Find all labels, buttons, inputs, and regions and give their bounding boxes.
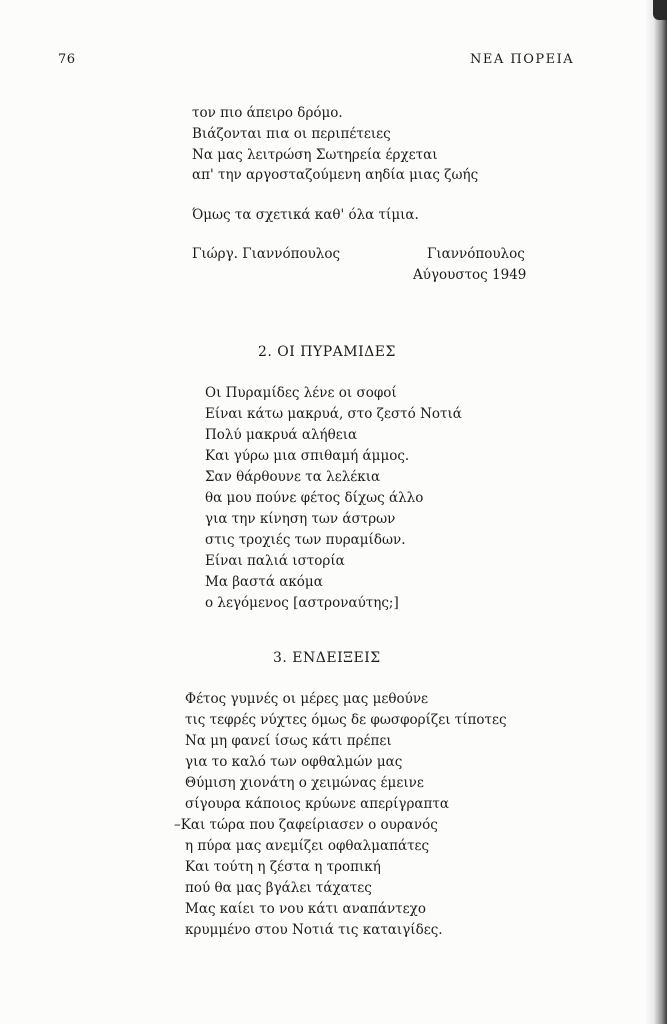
running-title: ΝΕΑ ΠΟΡΕΙΑ [470, 52, 575, 67]
poem-2-line: Είναι παλιά ιστορία [205, 553, 345, 569]
poem-1-line: απ' την αργοσταζούμενη αηδία μιας ζωής [192, 167, 479, 183]
poem-3-line: Και τούτη η ζέστα η τροπική [185, 859, 381, 875]
poem-1-line: τον πιο άπειρο δρόμο. [192, 105, 343, 121]
poem-3-title: 3. ΕΝΔΕΙΞΕΙΣ [273, 650, 381, 666]
poem-3-line: τις τεφρές νύχτες όμως δε φωσφορίζει τίποτες [185, 712, 507, 728]
poem-2-line: ο λεγόμενος [αστροναύτης;] [205, 595, 399, 611]
page-corner-shadow [653, 0, 667, 20]
poem-3-line: Να μη φανεί ίσως κάτι πρέπει [185, 733, 392, 749]
poem-2-line: Οι Πυραμίδες λένε οι σοφοί [205, 385, 397, 401]
poem-3-line: Θύμιση χιονάτη ο χειμώνας έμεινε [185, 775, 424, 791]
poem-1-date: Αύγουστος 1949 [413, 267, 527, 283]
poem-1-author-right: Γιαννόπουλος [427, 246, 525, 262]
poem-1-line: Βιάζονται πια οι περιπέτειες [192, 126, 391, 142]
poem-2-line: για την κίνηση των άστρων [205, 511, 396, 527]
poem-2-line: Σαν θάρθουνε τα λελέκια [205, 469, 381, 485]
poem-3-line: σίγουρα κάποιος κρύωνε απερίγραπτα [185, 796, 449, 812]
poem-3-line: πού θα μας βγάλει τάχατες [185, 880, 372, 896]
poem-2-line: Μα βαστά ακόμα [205, 574, 323, 590]
poem-2-line: Είναι κάτω μακρυά, στο ζεστό Νοτιά [205, 406, 462, 422]
poem-2-line: θα μου πούνε φέτος δίχως άλλο [205, 490, 424, 506]
poem-3-line: –Και τώρα που ζαφείριασεν ο ουρανός [174, 817, 438, 833]
poem-2-title: 2. ΟΙ ΠΥΡΑΜΙΔΕΣ [258, 344, 396, 360]
poem-3-line: η πύρα μας ανεμίζει οφθαλμαπάτες [185, 838, 430, 854]
page-binding-shadow [645, 0, 667, 1024]
page-number: 76 [58, 52, 76, 67]
poem-2-line: στις τροχιές των πυραμίδων. [205, 532, 406, 548]
poem-3-line: για το καλό των οφθαλμών μας [185, 754, 403, 770]
poem-3-line: Φέτος γυμνές οι μέρες μας μεθούνε [185, 691, 429, 707]
poem-3-line: κρυμμένο στου Νοτιά τις καταιγίδες. [185, 922, 443, 938]
poem-1-closing-line: Όμως τα σχετικά καθ' όλα τίμια. [192, 207, 419, 223]
poem-2-line: Πολύ μακρυά αλήθεια [205, 427, 358, 443]
poem-1-line: Να μας λειτρώση Σωτηρεία έρχεται [192, 147, 438, 163]
poem-2-line: Και γύρω μια σπιθαμή άμμος. [205, 448, 410, 464]
poem-1-author-left: Γιώργ. Γιαννόπουλος [192, 246, 341, 262]
poem-3-line: Μας καίει το νου κάτι αναπάντεχο [185, 901, 426, 917]
